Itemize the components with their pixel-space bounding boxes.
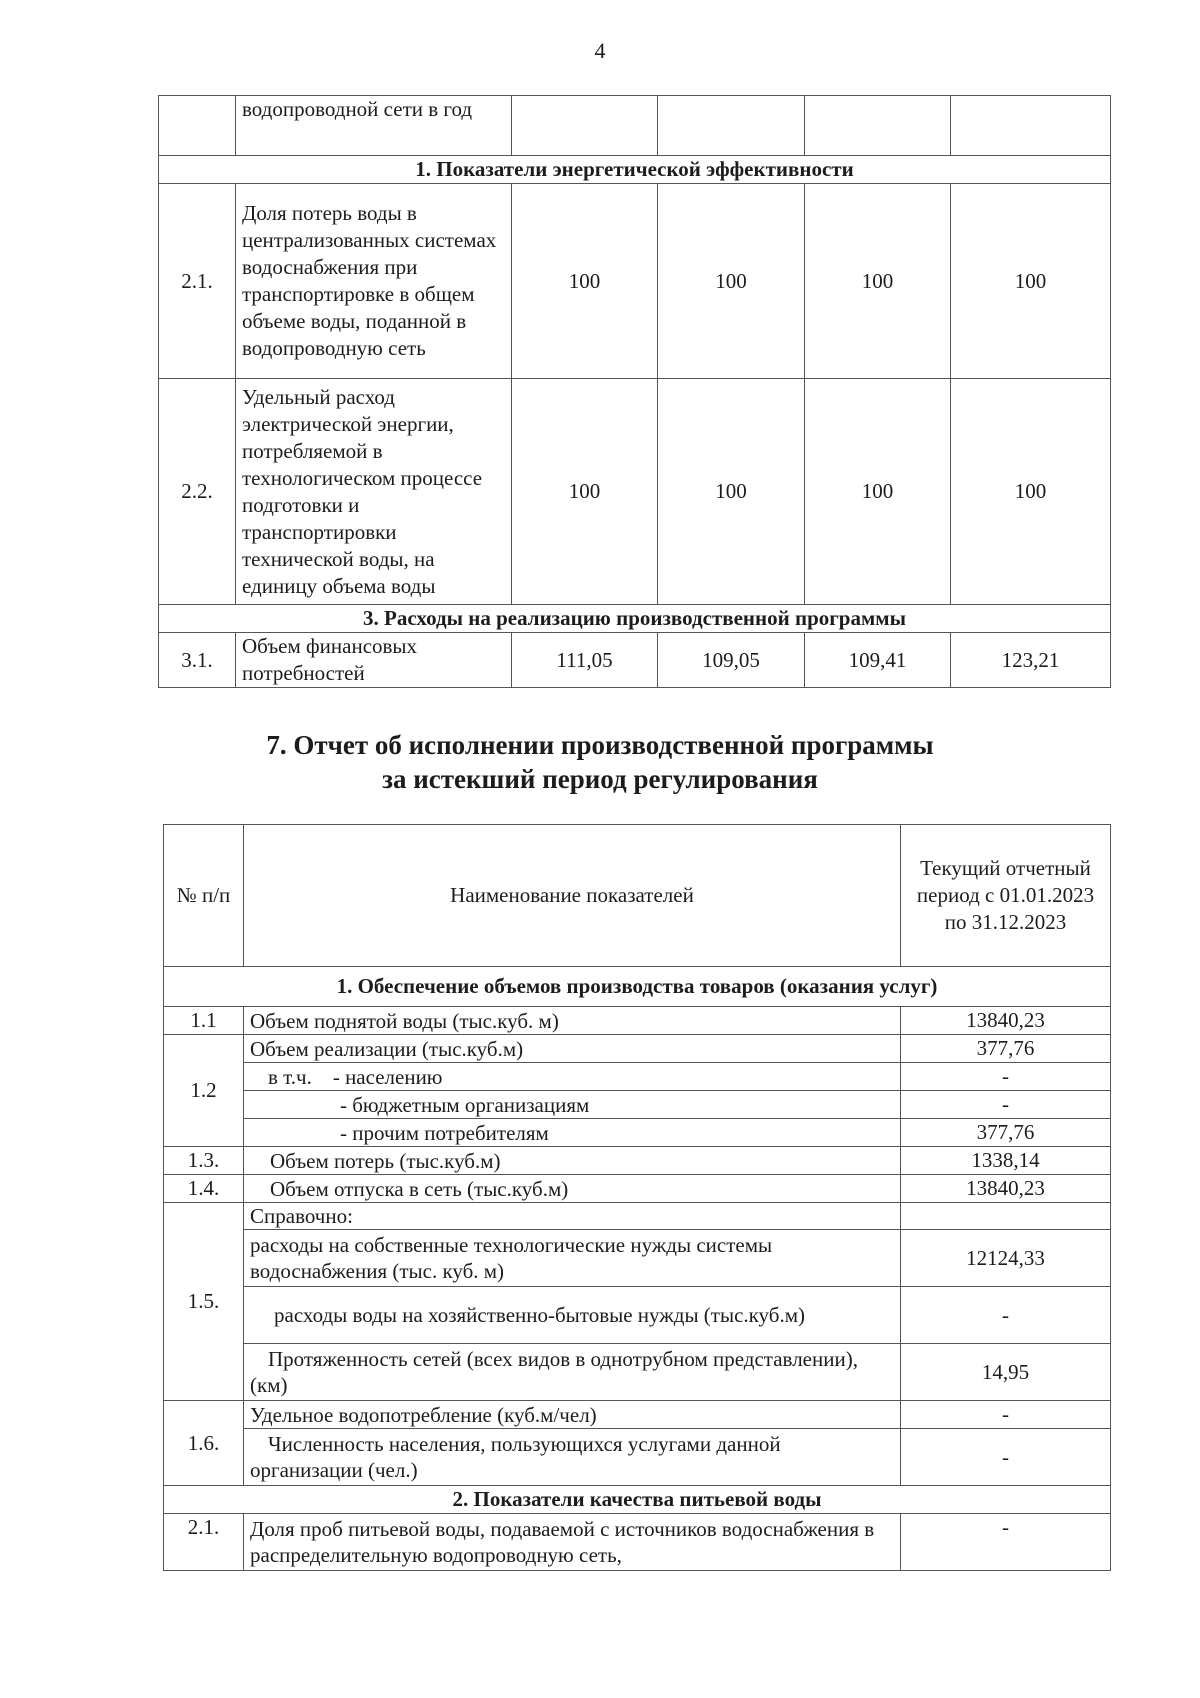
row-number-cell [159,96,236,156]
row-name-cell: Доля потерь воды в централизованных системах водоснабжения при транспортировке в общем объеме воды, поданной в водопроводную сеть [236,184,512,379]
row-name-cell: Справочно: [244,1203,901,1230]
row-name-cell: Численность населения, пользующихся услугами данной организации (чел.) [244,1429,901,1486]
value-cell: - [901,1091,1111,1119]
table-row [164,1401,1111,1429]
top-indicators-table [158,95,1111,688]
value-cell: 377,76 [901,1035,1111,1063]
value-cell [951,96,1111,156]
financing-label: Объем финансовых потребностей [242,634,418,685]
value-cell [658,96,805,156]
row-number-cell: 1.5. [164,1203,244,1401]
value-cell: 123,21 [951,633,1111,688]
value-cell: 100 [658,379,805,605]
value-cell: 100 [951,184,1111,379]
value-cell: 111,05 [512,633,658,688]
report-table [163,824,1111,1571]
header-row [164,825,1111,967]
value-cell: - [901,1063,1111,1091]
value-cell: 13840,23 [901,1175,1111,1203]
row-name-cell: Объем реализации (тыс.куб.м) [244,1035,901,1063]
value-cell: 1338,14 [901,1147,1111,1175]
section-row [159,605,1111,633]
table-row [164,1007,1111,1035]
header-period-cell: Текущий отчетный период с 01.01.2023 по 31.12.2023 [901,825,1111,967]
section-title: 1. Обеспечение объемов производства товаров (оказания услуг) [164,967,1111,1007]
report-heading-line-1: 7. Отчет об исполнении производственной программы [266,730,934,760]
row-number-cell: 1.6. [164,1401,244,1486]
header-number-cell: № п/п [164,825,244,967]
row-name-cell: Объем отпуска в сеть (тыс.куб.м) [244,1175,901,1203]
row-name-cell: Объем поднятой воды (тыс.куб. м) [244,1007,901,1035]
row-number-cell: 2.1. [164,1514,244,1571]
value-cell: 377,76 [901,1119,1111,1147]
row-number-cell: 1.3. [164,1147,244,1175]
value-cell: 100 [658,184,805,379]
table-row [164,1514,1111,1571]
row-name-cell: - прочим потребителям [244,1119,901,1147]
value-cell: 13840,23 [901,1007,1111,1035]
table-row [159,633,1111,688]
table-row [164,1344,1111,1401]
table-row [164,1035,1111,1063]
section-title: 2. Показатели качества питьевой воды [164,1486,1111,1514]
table-row [159,379,1111,605]
value-cell: - [901,1287,1111,1344]
value-cell: - [901,1514,1111,1571]
row-name-cell: - бюджетным организациям [244,1091,901,1119]
row-name-cell [236,633,512,688]
row-name-cell: расходы воды на хозяйственно-бытовые нужды (тыс.куб.м) [244,1287,901,1344]
table-row [164,1119,1111,1147]
value-cell: 100 [512,379,658,605]
table-row [164,1175,1111,1203]
table-row [164,1230,1111,1287]
value-cell: 100 [512,184,658,379]
row-name-cell: Удельный расход электрической энергии, потребляемой в технологическом процессе подготовки и транспортировки технической воды, на единицу объема воды [236,379,512,605]
table-row [159,184,1111,379]
row-name-cell: Доля проб питьевой воды, подаваемой с источников водоснабжения в распределительную водопроводную сеть, [244,1514,901,1571]
row-number-cell: 3.1. [159,633,236,688]
value-cell [901,1203,1111,1230]
table-row [164,1147,1111,1175]
row-name-cell: Протяженность сетей (всех видов в однотрубном представлении), (км) [244,1344,901,1401]
table-row [164,1063,1111,1091]
section-title: 3. Расходы на реализацию производственной программы [159,605,1111,633]
value-cell [805,96,951,156]
section-row [164,1486,1111,1514]
value-cell: - [901,1401,1111,1429]
table-row [164,1429,1111,1486]
row-name-cell: водопроводной сети в год [236,96,512,156]
value-cell [512,96,658,156]
section-row [159,156,1111,184]
report-heading-line-2: за истекший период регулирования [382,764,818,794]
section-title: 1. Показатели энергетической эффективности [159,156,1111,184]
value-cell: - [901,1429,1111,1486]
value-cell: 14,95 [901,1344,1111,1401]
row-number-cell: 2.2. [159,379,236,605]
value-cell: 12124,33 [901,1230,1111,1287]
row-number-cell: 1.2 [164,1035,244,1147]
row-name-cell: в т.ч. - населению [244,1063,901,1091]
table-row [164,1091,1111,1119]
table-row [159,96,1111,156]
value-cell: 109,05 [658,633,805,688]
value-cell: 100 [805,379,951,605]
table-row [164,1203,1111,1230]
value-cell: 100 [805,184,951,379]
row-name-cell: Объем потерь (тыс.куб.м) [244,1147,901,1175]
header-name-cell: Наименование показателей [244,825,901,967]
page-number: 4 [594,38,606,63]
row-name-cell: расходы на собственные технологические нужды системы водоснабжения (тыс. куб. м) [244,1230,901,1287]
section-row [164,967,1111,1007]
row-name-cell: Удельное водопотребление (куб.м/чел) [244,1401,901,1429]
value-cell: 109,41 [805,633,951,688]
report-heading [0,728,1200,796]
row-number-cell: 1.4. [164,1175,244,1203]
value-cell: 100 [951,379,1111,605]
row-number-cell: 1.1 [164,1007,244,1035]
table-row [164,1287,1111,1344]
row-number-cell: 2.1. [159,184,236,379]
